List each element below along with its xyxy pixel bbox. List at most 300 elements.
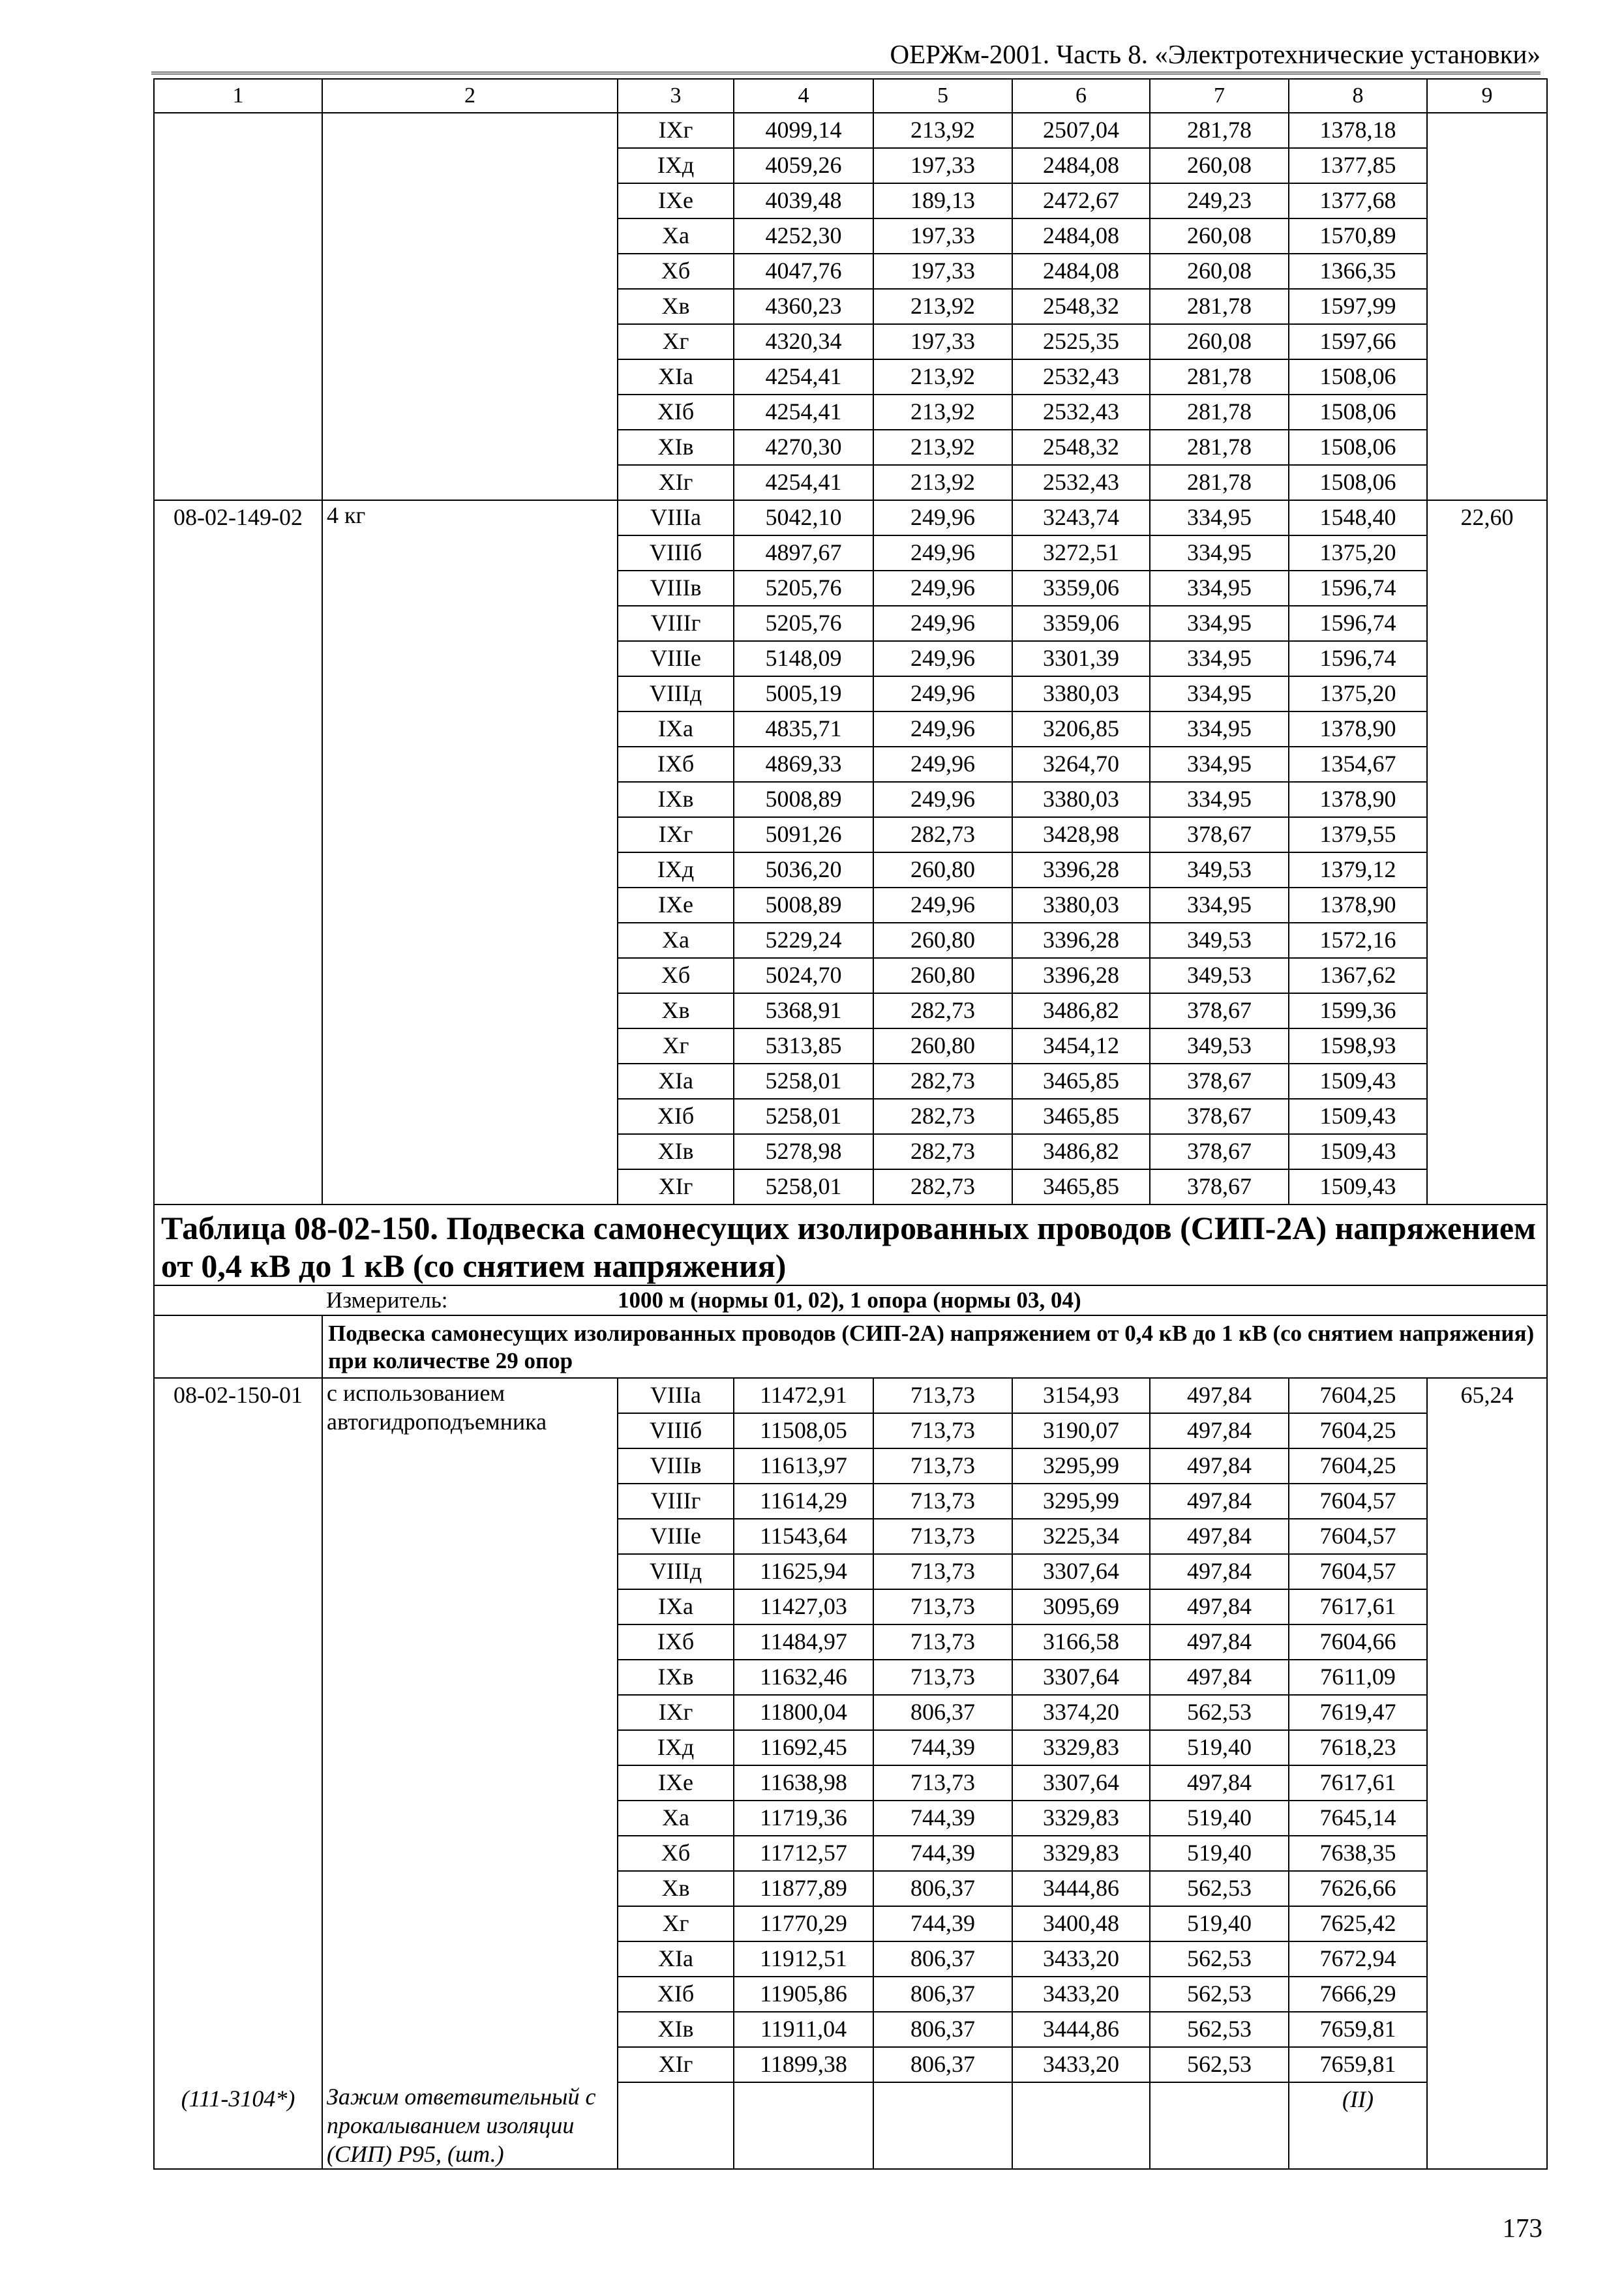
column-number: 4 bbox=[734, 79, 873, 113]
zone-code: XIа bbox=[618, 1064, 734, 1099]
group-description: Подвеска самонесущих изолированных проводов (СИП-2А) напряжением от 0,4 кВ до 1 кВ (со снятием напряжения) при количестве 29 опор bbox=[322, 1315, 1547, 1378]
wages: 249,96 bbox=[873, 606, 1012, 641]
materials-cost: 1548,40 bbox=[1289, 500, 1427, 535]
machines-cost: 2532,43 bbox=[1012, 359, 1150, 395]
total-cost: 4897,67 bbox=[734, 535, 873, 571]
total-cost: 4254,41 bbox=[734, 359, 873, 395]
wages: 260,80 bbox=[873, 958, 1012, 993]
materials-cost: 7666,29 bbox=[1289, 1977, 1427, 2012]
materials-cost: 1378,90 bbox=[1289, 782, 1427, 817]
total-cost: 5205,76 bbox=[734, 606, 873, 641]
zone-code: VIIIе bbox=[618, 641, 734, 676]
zone-code: Xв bbox=[618, 289, 734, 324]
machines-cost: 3329,83 bbox=[1012, 1836, 1150, 1871]
operator-wages: 378,67 bbox=[1150, 993, 1289, 1028]
zone-code: Xг bbox=[618, 324, 734, 359]
zone-code: Xг bbox=[618, 1906, 734, 1941]
zone-code: IXе bbox=[618, 1765, 734, 1801]
zone-code: IXв bbox=[618, 782, 734, 817]
total-cost: 4869,33 bbox=[734, 747, 873, 782]
machines-cost: 3444,86 bbox=[1012, 2012, 1150, 2047]
total-cost: 11800,04 bbox=[734, 1695, 873, 1730]
machines-cost: 2472,67 bbox=[1012, 183, 1150, 218]
wages: 213,92 bbox=[873, 395, 1012, 430]
wages: 197,33 bbox=[873, 254, 1012, 289]
machines-cost: 3380,03 bbox=[1012, 782, 1150, 817]
spacer bbox=[154, 1285, 322, 1315]
wages: 744,39 bbox=[873, 1906, 1012, 1941]
operator-wages: 260,08 bbox=[1150, 148, 1289, 183]
column-number: 1 bbox=[154, 79, 322, 113]
table-row bbox=[154, 1378, 1547, 1413]
norm-code: 08-02-149-02 bbox=[154, 500, 322, 1204]
operator-wages: 349,53 bbox=[1150, 1028, 1289, 1064]
machines-cost: 3272,51 bbox=[1012, 535, 1150, 571]
materials-cost: 1509,43 bbox=[1289, 1064, 1427, 1099]
machines-cost: 2507,04 bbox=[1012, 113, 1150, 148]
zone-code: VIIIг bbox=[618, 1484, 734, 1519]
materials-cost: 7604,57 bbox=[1289, 1554, 1427, 1589]
zone-code: IXе bbox=[618, 183, 734, 218]
materials-cost: 7618,23 bbox=[1289, 1730, 1427, 1765]
machines-cost: 3400,48 bbox=[1012, 1906, 1150, 1941]
zone-code: IXа bbox=[618, 711, 734, 747]
table-row bbox=[154, 500, 1547, 535]
zone-code: XIа bbox=[618, 359, 734, 395]
total-cost: 4252,30 bbox=[734, 218, 873, 254]
machines-cost: 3329,83 bbox=[1012, 1730, 1150, 1765]
machines-cost: 3465,85 bbox=[1012, 1099, 1150, 1134]
wages: 713,73 bbox=[873, 1378, 1012, 1413]
wages: 282,73 bbox=[873, 1064, 1012, 1099]
total-cost: 11625,94 bbox=[734, 1554, 873, 1589]
wages: 744,39 bbox=[873, 1801, 1012, 1836]
machines-cost: 3154,93 bbox=[1012, 1378, 1150, 1413]
total-cost: 5148,09 bbox=[734, 641, 873, 676]
machines-cost: 3095,69 bbox=[1012, 1589, 1150, 1624]
total-cost: 5229,24 bbox=[734, 923, 873, 958]
total-cost: 4835,71 bbox=[734, 711, 873, 747]
operator-wages: 497,84 bbox=[1150, 1589, 1289, 1624]
machines-cost: 3374,20 bbox=[1012, 1695, 1150, 1730]
operator-wages: 562,53 bbox=[1150, 1871, 1289, 1906]
materials-cost: 1508,06 bbox=[1289, 395, 1427, 430]
materials-cost: 7604,57 bbox=[1289, 1484, 1427, 1519]
machines-cost: 3454,12 bbox=[1012, 1028, 1150, 1064]
zone-code: IXг bbox=[618, 817, 734, 852]
operator-wages: 497,84 bbox=[1150, 1519, 1289, 1554]
wages: 213,92 bbox=[873, 359, 1012, 395]
wages: 713,73 bbox=[873, 1519, 1012, 1554]
norm-name bbox=[322, 113, 618, 500]
operator-wages: 249,23 bbox=[1150, 183, 1289, 218]
wages: 213,92 bbox=[873, 465, 1012, 500]
operator-wages: 378,67 bbox=[1150, 1064, 1289, 1099]
machines-cost: 3264,70 bbox=[1012, 747, 1150, 782]
machines-cost: 3380,03 bbox=[1012, 676, 1150, 711]
wages: 744,39 bbox=[873, 1836, 1012, 1871]
meter-label: Измеритель: bbox=[322, 1285, 618, 1315]
wages: 213,92 bbox=[873, 289, 1012, 324]
materials-cost: 7638,35 bbox=[1289, 1836, 1427, 1871]
operator-wages: 281,78 bbox=[1150, 113, 1289, 148]
wages: 249,96 bbox=[873, 641, 1012, 676]
operator-wages: 497,84 bbox=[1150, 1448, 1289, 1484]
zone-code: XIв bbox=[618, 2012, 734, 2047]
wages: 249,96 bbox=[873, 571, 1012, 606]
operator-wages: 281,78 bbox=[1150, 465, 1289, 500]
operator-wages: 519,40 bbox=[1150, 1906, 1289, 1941]
operator-wages: 281,78 bbox=[1150, 395, 1289, 430]
operator-wages: 519,40 bbox=[1150, 1836, 1289, 1871]
operator-wages: 334,95 bbox=[1150, 571, 1289, 606]
wages: 249,96 bbox=[873, 888, 1012, 923]
wages: 806,37 bbox=[873, 1977, 1012, 2012]
operator-wages: 497,84 bbox=[1150, 1624, 1289, 1660]
machines-cost: 3295,99 bbox=[1012, 1484, 1150, 1519]
materials-cost: 7617,61 bbox=[1289, 1589, 1427, 1624]
total-cost: 5205,76 bbox=[734, 571, 873, 606]
operator-wages: 497,84 bbox=[1150, 1378, 1289, 1413]
column-number: 8 bbox=[1289, 79, 1427, 113]
materials-cost: 1375,20 bbox=[1289, 676, 1427, 711]
materials-cost: 1379,12 bbox=[1289, 852, 1427, 888]
materials-cost: 1596,74 bbox=[1289, 606, 1427, 641]
zone-code: IXд bbox=[618, 1730, 734, 1765]
column-number: 7 bbox=[1150, 79, 1289, 113]
total-cost: 5278,98 bbox=[734, 1134, 873, 1169]
column-number: 2 bbox=[322, 79, 618, 113]
operator-wages: 378,67 bbox=[1150, 1169, 1289, 1204]
zone-code: Xб bbox=[618, 254, 734, 289]
materials-cost: 1378,18 bbox=[1289, 113, 1427, 148]
norm-code: 08-02-150-01 bbox=[154, 1378, 322, 2082]
total-cost: 11508,05 bbox=[734, 1413, 873, 1448]
wages: 197,33 bbox=[873, 148, 1012, 183]
zone-code: VIIIв bbox=[618, 1448, 734, 1484]
machines-cost: 3206,85 bbox=[1012, 711, 1150, 747]
wages: 282,73 bbox=[873, 1134, 1012, 1169]
wages: 806,37 bbox=[873, 1871, 1012, 1906]
total-cost: 11692,45 bbox=[734, 1730, 873, 1765]
wages: 713,73 bbox=[873, 1554, 1012, 1589]
zone-code: XIа bbox=[618, 1941, 734, 1977]
zone-code: Xа bbox=[618, 1801, 734, 1836]
wages: 249,96 bbox=[873, 500, 1012, 535]
materials-cost: 7619,47 bbox=[1289, 1695, 1427, 1730]
materials-cost: 1509,43 bbox=[1289, 1169, 1427, 1204]
materials-cost: 7604,25 bbox=[1289, 1448, 1427, 1484]
empty-cell bbox=[734, 2082, 873, 2169]
running-header: ОЕРЖм-2001. Часть 8. «Электротехнические установки» bbox=[151, 38, 1541, 74]
machines-cost: 2484,08 bbox=[1012, 148, 1150, 183]
machines-cost: 3243,74 bbox=[1012, 500, 1150, 535]
zone-code: Xв bbox=[618, 1871, 734, 1906]
norm-name: с использованием автогидроподъемника bbox=[322, 1378, 618, 2082]
materials-cost: 1377,85 bbox=[1289, 148, 1427, 183]
operator-wages: 519,40 bbox=[1150, 1801, 1289, 1836]
wages: 713,73 bbox=[873, 1624, 1012, 1660]
empty-cell bbox=[1427, 2082, 1547, 2169]
meter-value: 1000 м (нормы 01, 02), 1 опора (нормы 03, 04) bbox=[618, 1285, 1547, 1315]
machines-cost: 2548,32 bbox=[1012, 289, 1150, 324]
total-cost: 11912,51 bbox=[734, 1941, 873, 1977]
wages: 806,37 bbox=[873, 1941, 1012, 1977]
zone-code: VIIIб bbox=[618, 535, 734, 571]
operator-wages: 497,84 bbox=[1150, 1660, 1289, 1695]
total-cost: 5005,19 bbox=[734, 676, 873, 711]
materials-cost: 1375,20 bbox=[1289, 535, 1427, 571]
materials-cost: 1378,90 bbox=[1289, 711, 1427, 747]
machines-cost: 3307,64 bbox=[1012, 1554, 1150, 1589]
zone-code: IXд bbox=[618, 148, 734, 183]
zone-code: Xб bbox=[618, 958, 734, 993]
norm-code bbox=[154, 113, 322, 500]
total-cost: 11719,36 bbox=[734, 1801, 873, 1836]
materials-cost: 7604,57 bbox=[1289, 1519, 1427, 1554]
zone-code: VIIIб bbox=[618, 1413, 734, 1448]
machines-cost: 3329,83 bbox=[1012, 1801, 1150, 1836]
zone-code: XIб bbox=[618, 395, 734, 430]
materials-cost: 7617,61 bbox=[1289, 1765, 1427, 1801]
wages: 282,73 bbox=[873, 1099, 1012, 1134]
wages: 213,92 bbox=[873, 113, 1012, 148]
materials-cost: 7659,81 bbox=[1289, 2012, 1427, 2047]
operator-wages: 562,53 bbox=[1150, 1977, 1289, 2012]
total-cost: 11613,97 bbox=[734, 1448, 873, 1484]
total-cost: 5258,01 bbox=[734, 1099, 873, 1134]
materials-cost: 1366,35 bbox=[1289, 254, 1427, 289]
total-cost: 11905,86 bbox=[734, 1977, 873, 2012]
machines-cost: 2484,08 bbox=[1012, 218, 1150, 254]
operator-wages: 562,53 bbox=[1150, 1941, 1289, 1977]
machines-cost: 3295,99 bbox=[1012, 1448, 1150, 1484]
zone-code: IXв bbox=[618, 1660, 734, 1695]
zone-code: VIIIв bbox=[618, 571, 734, 606]
materials-cost: 1570,89 bbox=[1289, 218, 1427, 254]
material-quantity: (II) bbox=[1289, 2082, 1427, 2169]
total-cost: 11877,89 bbox=[734, 1871, 873, 1906]
total-cost: 11712,57 bbox=[734, 1836, 873, 1871]
page-number: 173 bbox=[1502, 2213, 1542, 2243]
total-cost: 5258,01 bbox=[734, 1064, 873, 1099]
machines-cost: 3428,98 bbox=[1012, 817, 1150, 852]
wages: 260,80 bbox=[873, 923, 1012, 958]
materials-cost: 1597,99 bbox=[1289, 289, 1427, 324]
operator-wages: 378,67 bbox=[1150, 1099, 1289, 1134]
material-name: Зажим ответвительный с прокалыванием изоляции (СИП) Р95, (шт.) bbox=[322, 2082, 618, 2169]
wages: 260,80 bbox=[873, 852, 1012, 888]
zone-code: XIг bbox=[618, 465, 734, 500]
wages: 282,73 bbox=[873, 1169, 1012, 1204]
operator-wages: 497,84 bbox=[1150, 1765, 1289, 1801]
total-cost: 11638,98 bbox=[734, 1765, 873, 1801]
total-cost: 4270,30 bbox=[734, 430, 873, 465]
total-cost: 4320,34 bbox=[734, 324, 873, 359]
total-cost: 4059,26 bbox=[734, 148, 873, 183]
operator-wages: 260,08 bbox=[1150, 218, 1289, 254]
zone-code: XIг bbox=[618, 1169, 734, 1204]
operator-wages: 349,53 bbox=[1150, 852, 1289, 888]
wages: 806,37 bbox=[873, 2047, 1012, 2082]
labor-hours: 65,24 bbox=[1427, 1378, 1547, 2082]
wages: 260,80 bbox=[873, 1028, 1012, 1064]
materials-cost: 1596,74 bbox=[1289, 641, 1427, 676]
machines-cost: 3465,85 bbox=[1012, 1169, 1150, 1204]
zone-code: IXг bbox=[618, 1695, 734, 1730]
wages: 713,73 bbox=[873, 1765, 1012, 1801]
machines-cost: 3444,86 bbox=[1012, 1871, 1150, 1906]
machines-cost: 2532,43 bbox=[1012, 395, 1150, 430]
materials-cost: 1572,16 bbox=[1289, 923, 1427, 958]
machines-cost: 3359,06 bbox=[1012, 571, 1150, 606]
zone-code: Xа bbox=[618, 218, 734, 254]
operator-wages: 260,08 bbox=[1150, 324, 1289, 359]
total-cost: 11484,97 bbox=[734, 1624, 873, 1660]
zone-code: IXб bbox=[618, 747, 734, 782]
wages: 282,73 bbox=[873, 993, 1012, 1028]
materials-cost: 1509,43 bbox=[1289, 1099, 1427, 1134]
wages: 806,37 bbox=[873, 1695, 1012, 1730]
total-cost: 5258,01 bbox=[734, 1169, 873, 1204]
zone-code: IXб bbox=[618, 1624, 734, 1660]
empty-cell bbox=[1012, 2082, 1150, 2169]
operator-wages: 334,95 bbox=[1150, 676, 1289, 711]
operator-wages: 334,95 bbox=[1150, 782, 1289, 817]
zone-code: IXг bbox=[618, 113, 734, 148]
materials-cost: 7659,81 bbox=[1289, 2047, 1427, 2082]
column-number: 6 bbox=[1012, 79, 1150, 113]
description-row bbox=[154, 1315, 1547, 1378]
machines-cost: 3225,34 bbox=[1012, 1519, 1150, 1554]
wages: 713,73 bbox=[873, 1448, 1012, 1484]
zone-code: XIб bbox=[618, 1099, 734, 1134]
estimate-table bbox=[153, 78, 1548, 2170]
materials-cost: 7604,25 bbox=[1289, 1413, 1427, 1448]
total-cost: 5024,70 bbox=[734, 958, 873, 993]
materials-cost: 1508,06 bbox=[1289, 430, 1427, 465]
total-cost: 11614,29 bbox=[734, 1484, 873, 1519]
total-cost: 4360,23 bbox=[734, 289, 873, 324]
zone-code: IXе bbox=[618, 888, 734, 923]
machines-cost: 3433,20 bbox=[1012, 1941, 1150, 1977]
total-cost: 5368,91 bbox=[734, 993, 873, 1028]
operator-wages: 334,95 bbox=[1150, 606, 1289, 641]
wages: 713,73 bbox=[873, 1413, 1012, 1448]
wages: 213,92 bbox=[873, 430, 1012, 465]
labor-hours: 22,60 bbox=[1427, 500, 1547, 1204]
total-cost: 11632,46 bbox=[734, 1660, 873, 1695]
table-title-row bbox=[154, 1204, 1547, 1285]
operator-wages: 281,78 bbox=[1150, 430, 1289, 465]
materials-cost: 1597,66 bbox=[1289, 324, 1427, 359]
wages: 713,73 bbox=[873, 1589, 1012, 1624]
total-cost: 11472,91 bbox=[734, 1378, 873, 1413]
machines-cost: 2548,32 bbox=[1012, 430, 1150, 465]
total-cost: 5042,10 bbox=[734, 500, 873, 535]
zone-code: Xв bbox=[618, 993, 734, 1028]
wages: 197,33 bbox=[873, 324, 1012, 359]
zone-code: IXа bbox=[618, 1589, 734, 1624]
zone-code: IXд bbox=[618, 852, 734, 888]
operator-wages: 497,84 bbox=[1150, 1554, 1289, 1589]
spacer bbox=[154, 1315, 322, 1378]
total-cost: 4254,41 bbox=[734, 395, 873, 430]
operator-wages: 334,95 bbox=[1150, 747, 1289, 782]
total-cost: 5313,85 bbox=[734, 1028, 873, 1064]
total-cost: 11543,64 bbox=[734, 1519, 873, 1554]
total-cost: 5091,26 bbox=[734, 817, 873, 852]
materials-cost: 1508,06 bbox=[1289, 465, 1427, 500]
materials-cost: 1379,55 bbox=[1289, 817, 1427, 852]
zone-code: VIIIа bbox=[618, 1378, 734, 1413]
material-code: (111-3104*) bbox=[154, 2082, 322, 2169]
labor-hours bbox=[1427, 113, 1547, 500]
operator-wages: 260,08 bbox=[1150, 254, 1289, 289]
materials-cost: 7645,14 bbox=[1289, 1801, 1427, 1836]
total-cost: 4039,48 bbox=[734, 183, 873, 218]
total-cost: 5008,89 bbox=[734, 782, 873, 817]
column-number: 9 bbox=[1427, 79, 1547, 113]
zone-code: VIIIа bbox=[618, 500, 734, 535]
table-title: Таблица 08-02-150. Подвеска самонесущих изолированных проводов (СИП-2А) напряжением от 0,4 кВ до 1 кВ (со снятием напряжения) bbox=[154, 1204, 1547, 1285]
operator-wages: 281,78 bbox=[1150, 289, 1289, 324]
materials-cost: 7625,42 bbox=[1289, 1906, 1427, 1941]
machines-cost: 3396,28 bbox=[1012, 958, 1150, 993]
wages: 249,96 bbox=[873, 535, 1012, 571]
zone-code: XIг bbox=[618, 2047, 734, 2082]
zone-code: VIIIе bbox=[618, 1519, 734, 1554]
table-row bbox=[154, 113, 1547, 148]
machines-cost: 3307,64 bbox=[1012, 1660, 1150, 1695]
zone-code: XIб bbox=[618, 1977, 734, 2012]
operator-wages: 281,78 bbox=[1150, 359, 1289, 395]
empty-cell bbox=[618, 2082, 734, 2169]
materials-cost: 1354,67 bbox=[1289, 747, 1427, 782]
wages: 249,96 bbox=[873, 747, 1012, 782]
total-cost: 4254,41 bbox=[734, 465, 873, 500]
norm-name: 4 кг bbox=[322, 500, 618, 1204]
materials-cost: 7604,25 bbox=[1289, 1378, 1427, 1413]
machines-cost: 3486,82 bbox=[1012, 1134, 1150, 1169]
total-cost: 4047,76 bbox=[734, 254, 873, 289]
column-number: 3 bbox=[618, 79, 734, 113]
wages: 249,96 bbox=[873, 782, 1012, 817]
operator-wages: 519,40 bbox=[1150, 1730, 1289, 1765]
operator-wages: 562,53 bbox=[1150, 2047, 1289, 2082]
zone-code: Xа bbox=[618, 923, 734, 958]
materials-cost: 1598,93 bbox=[1289, 1028, 1427, 1064]
wages: 249,96 bbox=[873, 676, 1012, 711]
machines-cost: 3465,85 bbox=[1012, 1064, 1150, 1099]
total-cost: 11899,38 bbox=[734, 2047, 873, 2082]
machines-cost: 3486,82 bbox=[1012, 993, 1150, 1028]
zone-code: Xб bbox=[618, 1836, 734, 1871]
materials-cost: 7611,09 bbox=[1289, 1660, 1427, 1695]
materials-cost: 1367,62 bbox=[1289, 958, 1427, 993]
total-cost: 11427,03 bbox=[734, 1589, 873, 1624]
operator-wages: 497,84 bbox=[1150, 1484, 1289, 1519]
column-number-row bbox=[154, 79, 1547, 113]
operator-wages: 334,95 bbox=[1150, 641, 1289, 676]
operator-wages: 334,95 bbox=[1150, 888, 1289, 923]
machines-cost: 3190,07 bbox=[1012, 1413, 1150, 1448]
machines-cost: 3380,03 bbox=[1012, 888, 1150, 923]
operator-wages: 349,53 bbox=[1150, 958, 1289, 993]
machines-cost: 2525,35 bbox=[1012, 324, 1150, 359]
wages: 806,37 bbox=[873, 2012, 1012, 2047]
materials-cost: 1377,68 bbox=[1289, 183, 1427, 218]
